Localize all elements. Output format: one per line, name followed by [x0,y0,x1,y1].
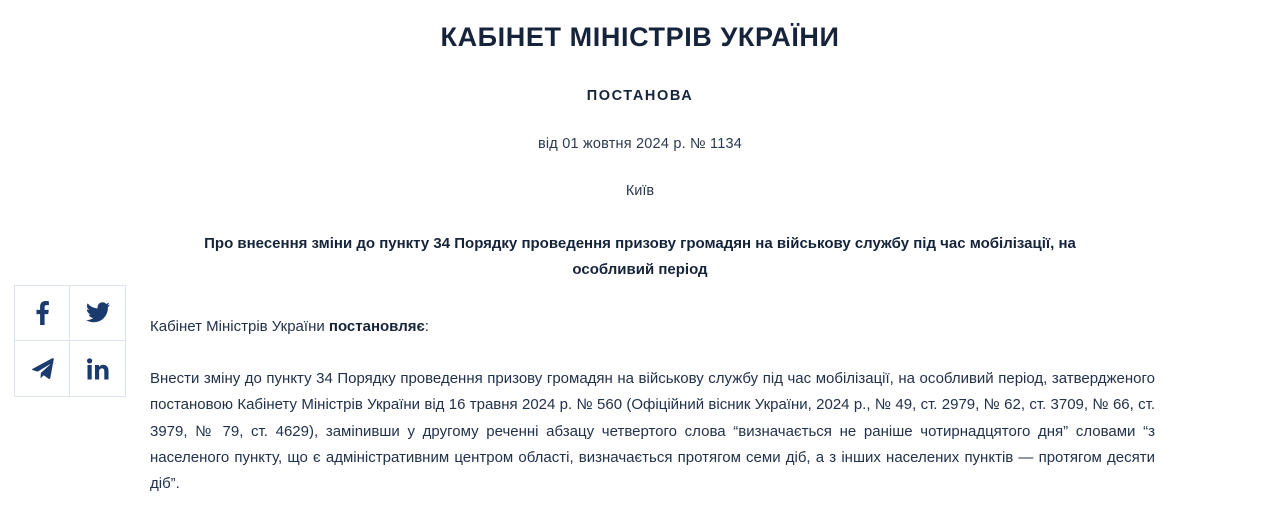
intro-suffix: : [424,317,429,335]
intro-prefix: Кабінет Міністрів України [150,317,329,335]
linkedin-share-button[interactable] [70,341,125,396]
body-paragraph: Внести зміну до пункту 34 Порядку проведення призову громадян на військову службу під час мобілізації, на особливий період, затвердженого постановою Кабінету Міністрів України від 16 травня 2024 р. № 560 (Офіційний вісник України, 2024 р., № 49, ст. 2979, № 62, ст. 3709, № 66, ст. 3979, № 79, ст. 4629), заміnивши у другому реченні абзацу четвертого слова “визначається не раніше чотирнадцятого дня” словами “з населеного пункту, що є адміністративним центром області, визначається протягом семи діб, а з інших населених пунктів — протягом десяти діб”. [150,369,1155,493]
telegram-share-button[interactable] [15,341,70,396]
facebook-share-button[interactable] [15,286,70,341]
social-share-rail [14,285,126,397]
page-title: КАБІНЕТ МІНІСТРІВ УКРАЇНИ [440,22,840,52]
intro-bold-word: постановляє [328,317,425,335]
document-type-label: ПОСТАНОВА [586,88,694,104]
intro-paragraph [150,314,1155,340]
twitter-share-button[interactable] [70,286,125,341]
document-body [150,314,1155,498]
document-date-number: від 01 жовтня 2024 р. № 1134 [537,136,743,152]
telegram-paper-plane-icon [30,358,54,380]
linkedin-icon [87,358,109,380]
document-city: Київ [625,183,655,199]
facebook-icon [35,301,50,325]
document-heading: Про внесення зміни до пункту 34 Порядку проведення призову громадян на військову службу під час мобілізації, на особливий період [204,235,1076,279]
twitter-bird-icon [86,302,110,324]
